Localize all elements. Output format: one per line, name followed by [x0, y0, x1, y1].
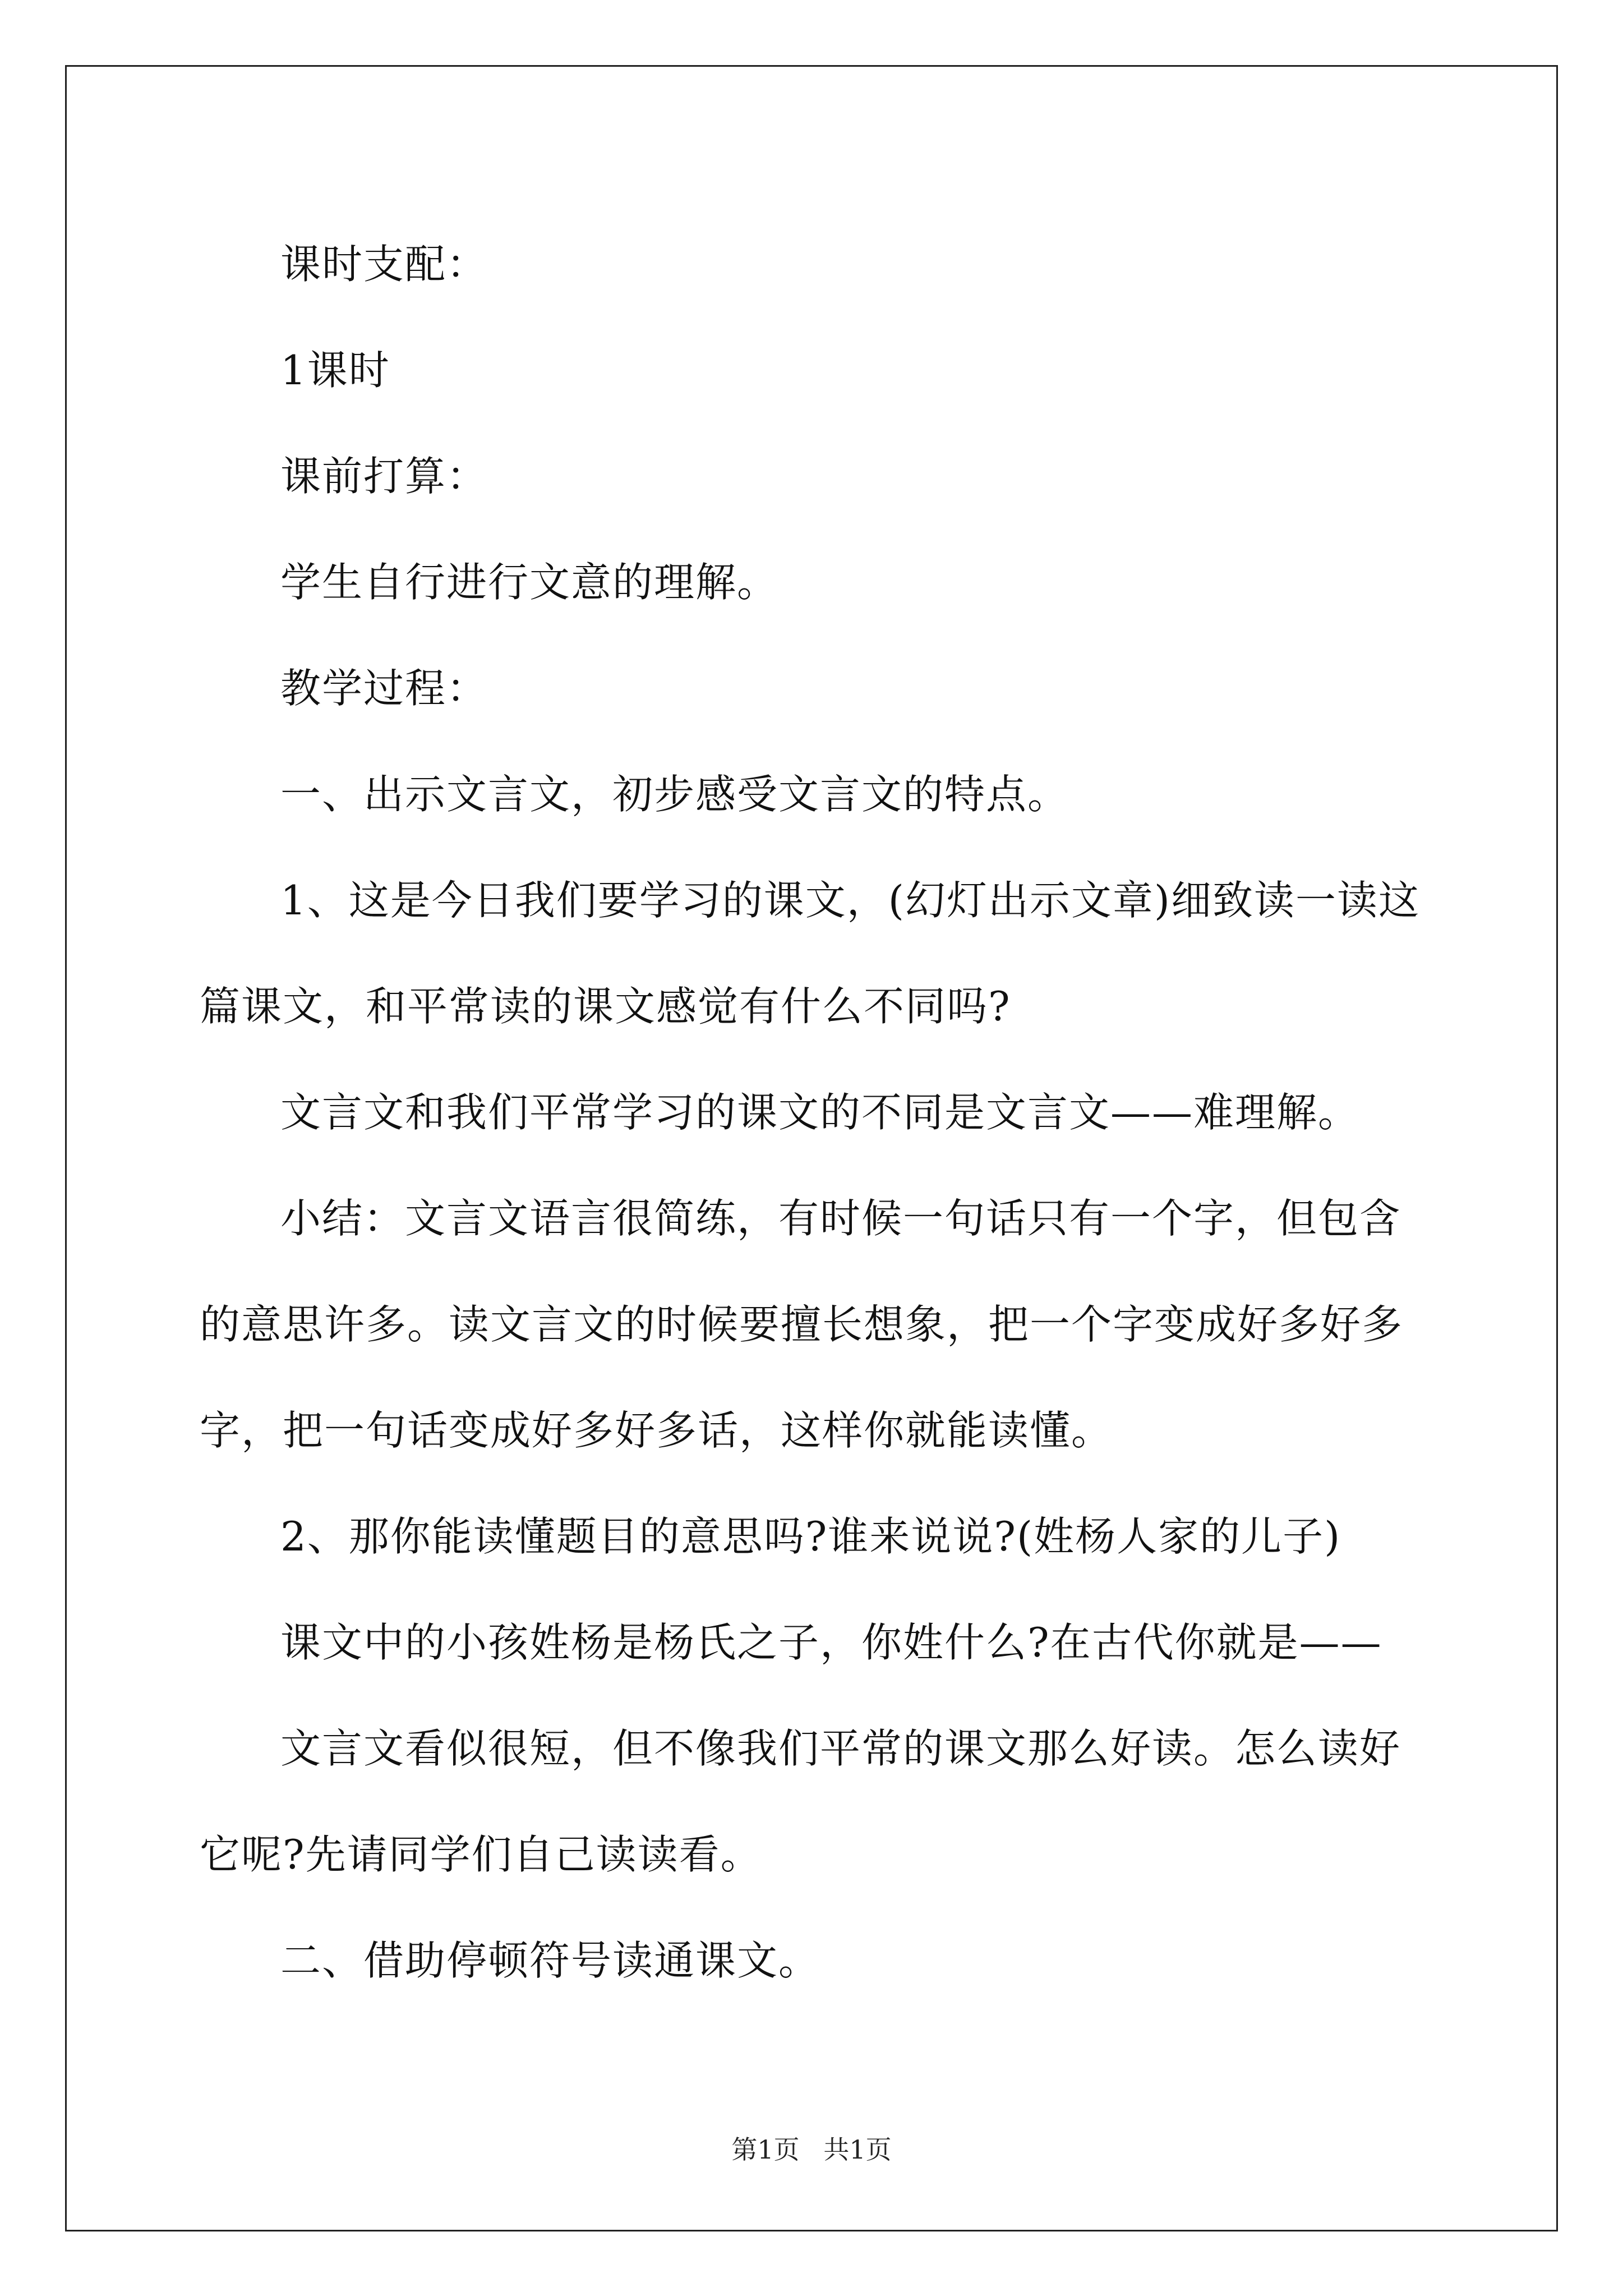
paragraph-process-heading: 教学过程： [280, 665, 488, 712]
paragraph-schedule-value: 1课时 [280, 347, 390, 394]
paragraph-item-one: 1、这是今日我们要学习的课文，(幻灯出示文章)细致读一读这篇课文，和平常读的课文感觉有什么不同吗? [200, 877, 1420, 1030]
page-footer [0, 2129, 1623, 2166]
paragraph-difference: 文言文和我们平常学习的课文的不同是文言文——难理解。 [280, 1089, 1360, 1136]
paragraph-preparation-heading: 课前打算： [280, 453, 488, 500]
paragraph-section-one: 一、出示文言文，初步感受文言文的特点。 [280, 771, 1069, 818]
paragraph-section-two: 二、借助停顿符号读通课文。 [280, 1937, 820, 1984]
paragraph-reading: 文言文看似很短，但不像我们平常的课文那么好读。怎么读好它呢?先请同学们自己读读看。 [200, 1725, 1401, 1878]
page-total: 共1页 [823, 2134, 892, 2165]
paragraph-surname: 课文中的小孩姓杨是杨氏之子，你姓什么?在古代你就是—— [280, 1619, 1382, 1666]
paragraph-summary: 小结：文言文语言很简练，有时候一句话只有一个字，但包含的意思许多。读文言文的时候要擅长想象，把一个字变成好多好多字，把一句话变成好多好多话，这样你就能读懂。 [200, 1195, 1404, 1454]
paragraph-schedule-heading: 课时支配： [280, 241, 488, 288]
paragraph-preparation-value: 学生自行进行文意的理解。 [280, 559, 779, 606]
paragraph-item-two: 2、那你能读懂题目的意思吗?谁来说说?(姓杨人家的儿子) [280, 1513, 1341, 1560]
page-number: 第1页 [731, 2134, 800, 2165]
